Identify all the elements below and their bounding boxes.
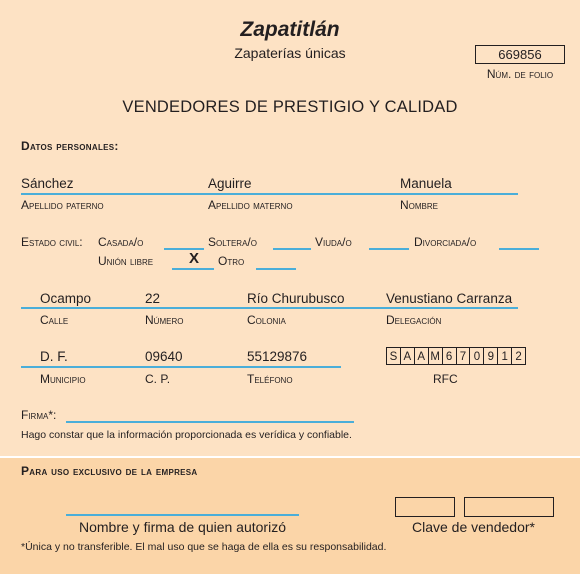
brand-name: Zapatitlán [240,18,340,41]
authorizer-line[interactable] [66,514,299,516]
firma-label: Firma*: [21,408,57,422]
company-divider [0,456,580,458]
rfc-char-cell: 9 [483,347,497,365]
delegacion-label: Delegación [386,313,442,327]
rfc-char-cell: 7 [456,347,470,365]
folio-number: 669856 [475,45,565,64]
rfc-label: RFC [433,372,458,386]
apellido-paterno-label: Apellido paterno [21,198,104,212]
apellido-paterno-value[interactable]: Sánchez [21,176,74,191]
folio-label: Núm. de folio [486,67,554,81]
municipio-value[interactable]: D. F. [40,349,68,364]
option-casada: Casada/o [98,235,144,249]
nombre-value[interactable]: Manuela [400,176,452,191]
rfc-char-cell: A [400,347,414,365]
contact-underline [21,366,341,368]
firma-line[interactable] [66,421,354,423]
brand-tagline: Zapaterías únicas [234,45,346,61]
municipio-label: Municipio [40,372,86,386]
cp-value[interactable]: 09640 [145,349,183,364]
personal-data-heading: Datos personales: [21,139,119,153]
rfc-char-cell: A [414,347,428,365]
authorizer-label: Nombre y firma de quien autorizó [79,519,286,535]
colonia-value[interactable]: Río Churubusco [247,291,345,306]
rfc-char-cell: 2 [511,347,526,365]
option-viuda: Viuda/o [315,235,352,249]
rfc-char-cell: M [428,347,442,365]
delegacion-value[interactable]: Venustiano Carranza [386,291,513,306]
colonia-label: Colonia [247,313,286,327]
rfc-char-cell: 6 [442,347,456,365]
apellido-materno-value[interactable]: Aguirre [208,176,252,191]
calle-value[interactable]: Ocampo [40,291,92,306]
declaration-text: Hago constar que la información proporcionada es verídica y confiable. [21,429,352,441]
rfc-char-cell: S [386,347,400,365]
form-title: VENDEDORES DE PRESTIGIO Y CALIDAD [122,98,458,116]
checkbox-union-libre[interactable] [172,268,214,270]
numero-value[interactable]: 22 [145,291,161,306]
telefono-label: Teléfono [247,372,293,386]
checkbox-viuda[interactable] [369,248,409,250]
option-divorciada: Divorciada/o [414,235,477,249]
option-union-libre: Unión libre [98,254,154,268]
option-otro: Otro [218,254,245,268]
vendor-key-label: Clave de vendedor* [412,519,535,535]
address-underline [21,307,518,309]
names-underline [21,193,518,195]
rfc-char-cell: 1 [497,347,511,365]
nombre-label: Nombre [400,198,439,212]
checkbox-union-libre-mark: X [189,250,200,267]
rfc-boxes[interactable] [386,347,526,365]
vendor-key-box-1[interactable] [395,497,455,517]
vendor-key-box-2[interactable] [464,497,554,517]
cp-label: C. P. [145,372,171,386]
footnote-text: *Única y no transferible. El mal uso que se haga de ella es su responsabilidad. [21,541,387,553]
checkbox-soltera[interactable] [273,248,311,250]
telefono-value[interactable]: 55129876 [247,349,308,364]
rfc-char-cell: 0 [469,347,483,365]
checkbox-otro[interactable] [256,268,296,270]
option-soltera: Soltera/o [208,235,257,249]
calle-label: Calle [40,313,69,327]
company-heading: Para uso exclusivo de la empresa [21,464,198,478]
numero-label: Número [145,313,184,327]
checkbox-divorciada[interactable] [499,248,539,250]
apellido-materno-label: Apellido materno [208,198,293,212]
estado-civil-label: Estado civil: [21,235,83,249]
